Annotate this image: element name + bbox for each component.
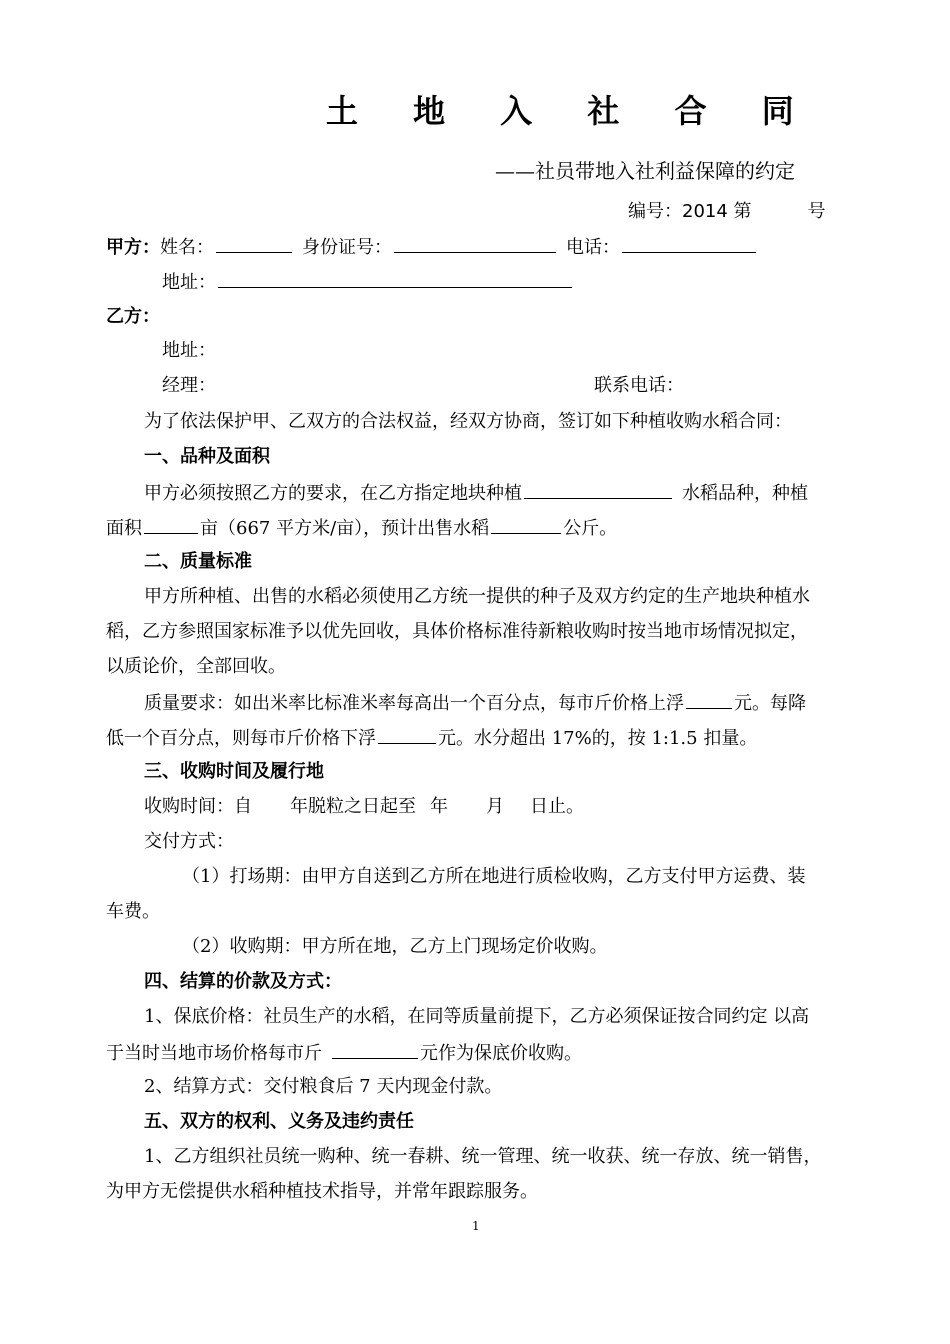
section-5-line-2: 为甲方无偿提供水稻种植技术指导，并常年跟踪服务。 — [106, 1181, 538, 1202]
section-4-line-3: 2、结算方式：交付粮食后 7 天内现金付款。 — [144, 1076, 503, 1097]
section-1-text: 面积 — [106, 518, 142, 539]
section-4-line-2 — [106, 1040, 582, 1066]
section-4-line-1: 1、保底价格：社员生产的水稻，在同等质量前提下，乙方必须保证按合同约定 以高 — [144, 1006, 810, 1027]
party-a-address-line — [162, 269, 574, 295]
party-a-address-label: 地址： — [162, 272, 216, 293]
party-b-manager-label: 经理： — [162, 375, 216, 396]
contract-number — [628, 200, 826, 224]
section-1-heading: 一、品种及面积 — [144, 446, 270, 467]
section-1-line-1 — [144, 480, 808, 506]
party-a-address-field[interactable] — [218, 269, 572, 288]
variety-field[interactable] — [524, 480, 672, 499]
quality-text: 元。水分超出 17%的，按 1:1.5 扣量。 — [438, 728, 758, 749]
price-up-field[interactable] — [686, 690, 732, 709]
document-subtitle: ——社员带地入社利益保障的约定 — [495, 159, 795, 183]
section-1-text: 甲方必须按照乙方的要求，在乙方指定地块种植 — [144, 483, 522, 504]
delivery-item-2: （2）收购期：甲方所在地，乙方上门现场定价收购。 — [182, 936, 608, 957]
party-b-contact-label: 联系电话： — [594, 375, 684, 396]
section-2-line-2: 稻，乙方参照国家标准予以优先回收，具体价格标准待新粮收购时按当地市场情况拟定， — [106, 621, 808, 642]
party-b-label: 乙方： — [106, 306, 160, 327]
time-text: 收购时间：自 — [144, 796, 252, 817]
price-down-field[interactable] — [378, 725, 436, 744]
quality-line-1 — [144, 690, 806, 716]
party-a-phone-field[interactable] — [622, 234, 756, 253]
section-1-text: 水稻品种，种植 — [682, 483, 808, 504]
party-a-name-field[interactable] — [216, 234, 292, 253]
party-a-label: 甲方： — [106, 237, 160, 258]
section-1-text: 亩（667 平方米/亩），预计出售水稻 — [200, 518, 490, 539]
party-a-id-field[interactable] — [394, 234, 556, 253]
quantity-field[interactable] — [491, 515, 561, 534]
time-text: 日止。 — [530, 796, 584, 817]
section-1-text: 公斤。 — [563, 518, 618, 539]
floor-price-field[interactable] — [332, 1040, 418, 1059]
time-text: 月 — [486, 796, 504, 817]
purchase-time-line — [144, 795, 584, 819]
party-a-id-label: 身份证号： — [302, 237, 392, 258]
section-3-heading: 三、收购时间及履行地 — [144, 761, 324, 782]
party-b-address-label: 地址： — [162, 340, 216, 361]
floor-price-text: 元作为保底价收购。 — [420, 1043, 582, 1064]
document-title: 土 地 入 社 合 同 — [326, 92, 816, 130]
section-2-line-3: 以质论价，全部回收。 — [106, 656, 286, 677]
section-5-heading: 五、双方的权利、义务及违约责任 — [144, 1111, 414, 1132]
quality-line-2 — [106, 725, 757, 751]
section-2-heading: 二、质量标准 — [144, 551, 252, 572]
section-5-line-1: 1、乙方组织社员统一购种、统一春耕、统一管理、统一收获、统一存放、统一销售， — [144, 1146, 822, 1167]
quality-text: 低一个百分点，则每市斤价格下浮 — [106, 728, 376, 749]
section-4-heading: 四、结算的价款及方式： — [144, 971, 342, 992]
intro-paragraph: 为了依法保护甲、乙双方的合法权益，经双方协商，签订如下种植收购水稻合同： — [144, 411, 792, 432]
delivery-item-1: （1）打场期：由甲方自送到乙方所在地进行质检收购，乙方支付甲方运费、装 — [182, 866, 806, 887]
time-text: 年脱粒之日起至 — [290, 796, 416, 817]
delivery-item-1-cont: 车费。 — [106, 901, 160, 922]
party-a-line — [106, 234, 758, 260]
contract-number-suffix: 号 — [807, 201, 826, 222]
section-1-line-2 — [106, 515, 617, 541]
quality-text: 质量要求：如出米率比标准米率每高出一个百分点，每市斤价格上浮 — [144, 693, 684, 714]
party-a-phone-label: 电话： — [566, 237, 620, 258]
time-text: 年 — [430, 796, 448, 817]
section-2-line-1: 甲方所种植、出售的水稻必须使用乙方统一提供的种子及双方约定的生产地块种植水 — [144, 586, 810, 607]
party-a-name-label: 姓名： — [160, 237, 214, 258]
floor-price-text: 于当时当地市场价格每市斤 — [106, 1043, 322, 1064]
delivery-label: 交付方式： — [144, 831, 234, 852]
area-field[interactable] — [144, 515, 198, 534]
contract-number-prefix: 编号：2014 第 — [628, 201, 752, 222]
page-number: 1 — [472, 1219, 480, 1233]
quality-text: 元。每降 — [734, 693, 806, 714]
